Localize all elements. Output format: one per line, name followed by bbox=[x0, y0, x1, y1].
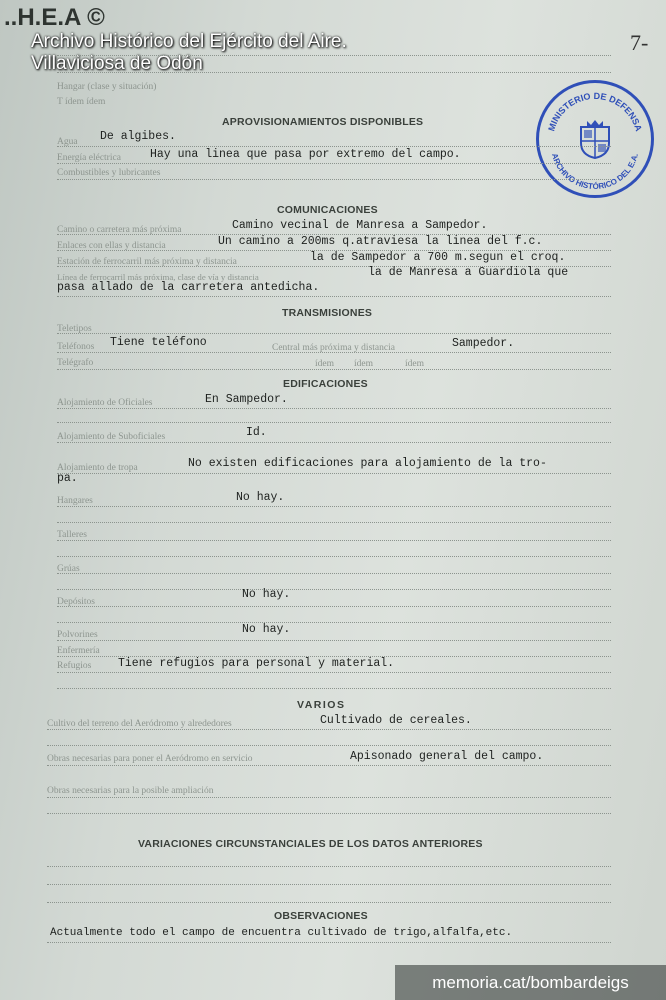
dotted-line bbox=[57, 333, 611, 334]
section-transmisiones-title: TRANSMISIONES bbox=[282, 307, 373, 319]
polvorines-value: No hay. bbox=[242, 623, 291, 636]
enfermeria-label: Enfermería bbox=[57, 646, 100, 656]
tropa-label: Alojamiento de tropa bbox=[57, 463, 138, 473]
dotted-line bbox=[57, 369, 611, 370]
section-comunicaciones-title: COMUNICACIONES bbox=[277, 204, 378, 216]
agua-value: De algibes. bbox=[100, 130, 176, 143]
dotted-line bbox=[57, 506, 611, 507]
dotted-line bbox=[57, 672, 611, 673]
oficiales-value: En Sampedor. bbox=[205, 393, 288, 406]
tropa-continuation: pa. bbox=[57, 472, 78, 485]
coat-of-arms-icon bbox=[575, 117, 615, 159]
dotted-line bbox=[57, 163, 611, 164]
watermark-line-1: Archivo Histórico del Ejército del Aire. bbox=[31, 31, 347, 52]
dotted-line bbox=[47, 745, 611, 746]
dotted-line bbox=[47, 866, 611, 867]
linea-value: la de Manresa a Guardiola que bbox=[368, 266, 569, 279]
dotted-line bbox=[57, 408, 611, 409]
dotted-line bbox=[57, 179, 611, 180]
section-observaciones-title: OBSERVACIONES bbox=[274, 910, 368, 922]
section-varios-title: VARIOS bbox=[297, 699, 346, 711]
dotted-line bbox=[47, 729, 611, 730]
dotted-line bbox=[57, 540, 611, 541]
page-number: 7- bbox=[630, 30, 649, 55]
cultivo-value: Cultivado de cereales. bbox=[320, 714, 472, 727]
enlaces-value: Un camino a 200ms q.atraviesa la linea del f.c. bbox=[218, 235, 543, 248]
agua-label: Agua bbox=[57, 137, 78, 147]
estacion-value: la de Sampedor a 700 m.segun el croq. bbox=[310, 251, 566, 264]
dotted-line bbox=[57, 72, 611, 73]
energia-value: Hay una linea que pasa por extremo del campo. bbox=[150, 148, 461, 161]
dotted-line bbox=[57, 422, 611, 423]
enlaces-label: Enlaces con ellas y distancia bbox=[57, 241, 166, 251]
section-aprovisionamientos-title: APROVISIONAMIENTOS DISPONIBLES bbox=[222, 116, 424, 128]
hangar-idem-label: T ídem ídem bbox=[57, 97, 106, 107]
dotted-line bbox=[57, 688, 611, 689]
archive-logo-text: ..H.E.A © bbox=[4, 4, 105, 31]
dotted-line bbox=[57, 589, 611, 590]
tropa-value: No existen edificaciones para alojamiento de la tro- bbox=[188, 457, 547, 470]
oficiales-label: Alojamiento de Oficiales bbox=[57, 398, 153, 408]
hangares-value: No hay. bbox=[236, 491, 285, 504]
combustibles-label: Combustibles y lubricantes bbox=[57, 168, 161, 178]
dotted-line bbox=[57, 640, 611, 641]
dotted-line bbox=[47, 942, 611, 943]
depositos-label: Depósitos bbox=[57, 597, 95, 607]
dotted-line bbox=[57, 352, 611, 353]
teletipos-label: Teletipos bbox=[57, 324, 92, 334]
dotted-line bbox=[57, 296, 611, 297]
dotted-line bbox=[57, 473, 611, 474]
obras-label: Obras necesarias para poner el Aeródromo en servicio bbox=[47, 754, 253, 764]
gruas-label: Grúas bbox=[57, 564, 80, 574]
estacion-label: Estación de ferrocarril más próxima y distancia bbox=[57, 257, 237, 267]
dotted-line bbox=[47, 765, 611, 766]
hangares-label: Hangares bbox=[57, 496, 93, 506]
cultivo-label: Cultivo del terreno del Aeródromo y alrededores bbox=[47, 719, 232, 729]
telefonos-value: Tiene teléfono bbox=[110, 336, 207, 349]
talleres-label: Talleres bbox=[57, 530, 87, 540]
camino-value: Camino vecinal de Manresa a Sampedor. bbox=[232, 219, 488, 232]
watermark-line-2: Villaviciosa de Odón bbox=[31, 53, 203, 74]
suboficiales-value: Id. bbox=[246, 426, 267, 439]
refugios-value: Tiene refugios para personal y material. bbox=[118, 657, 395, 670]
section-edificaciones-title: EDIFICACIONES bbox=[283, 378, 368, 390]
polvorines-label: Polvorines bbox=[57, 630, 98, 640]
suboficiales-label: Alojamiento de Suboficiales bbox=[57, 432, 166, 442]
ministry-stamp bbox=[536, 80, 654, 198]
dotted-line bbox=[57, 573, 611, 574]
ampliacion-label: Obras necesarias para la posible ampliación bbox=[47, 786, 214, 796]
stamp-top-text: MINISTERIO DE DEFENSA bbox=[546, 90, 644, 133]
telegrafo-label: Telégrafo bbox=[57, 358, 94, 368]
dotted-line bbox=[57, 55, 611, 56]
linea-label: Línea de ferrocarril más próxima, clase de vía y distancia bbox=[57, 272, 259, 282]
dotted-line bbox=[57, 556, 611, 557]
idem-2: ídem bbox=[354, 359, 373, 369]
idem-3: ídem bbox=[405, 359, 424, 369]
idem-1: ídem bbox=[315, 359, 334, 369]
dotted-line bbox=[47, 797, 611, 798]
linea-continuation: pasa allado de la carretera antedicha. bbox=[57, 281, 320, 294]
central-value: Sampedor. bbox=[452, 337, 515, 350]
section-variaciones-title: VARIACIONES CIRCUNSTANCIALES DE LOS DATOS ANTERIORES bbox=[138, 838, 483, 850]
dotted-line bbox=[47, 813, 611, 814]
observaciones-value: Actualmente todo el campo de encuentra cultivado de trigo,alfalfa,etc. bbox=[50, 927, 513, 939]
central-label: Central más próxima y distancia bbox=[272, 343, 395, 353]
obras-value: Apisonado general del campo. bbox=[350, 750, 544, 763]
dotted-line bbox=[57, 522, 611, 523]
depositos-value: No hay. bbox=[242, 588, 291, 601]
dotted-line bbox=[57, 622, 611, 623]
stamp-bottom-text: ARCHIVO HISTÓRICO DEL E.A. bbox=[549, 152, 641, 192]
dotted-line bbox=[57, 606, 611, 607]
hangar-class-label: Hangar (clase y situación) bbox=[57, 82, 157, 92]
dotted-line bbox=[47, 902, 611, 903]
dotted-line bbox=[57, 146, 611, 147]
telefonos-label: Teléfonos bbox=[57, 342, 95, 352]
dotted-line bbox=[57, 442, 611, 443]
credit-banner: memoria.cat/bombardeigs bbox=[395, 965, 666, 1000]
camino-label: Camino o carretera más próxima bbox=[57, 225, 182, 235]
dotted-line bbox=[47, 884, 611, 885]
energia-label: Energía eléctrica bbox=[57, 153, 121, 163]
refugios-label: Refugios bbox=[57, 661, 92, 671]
